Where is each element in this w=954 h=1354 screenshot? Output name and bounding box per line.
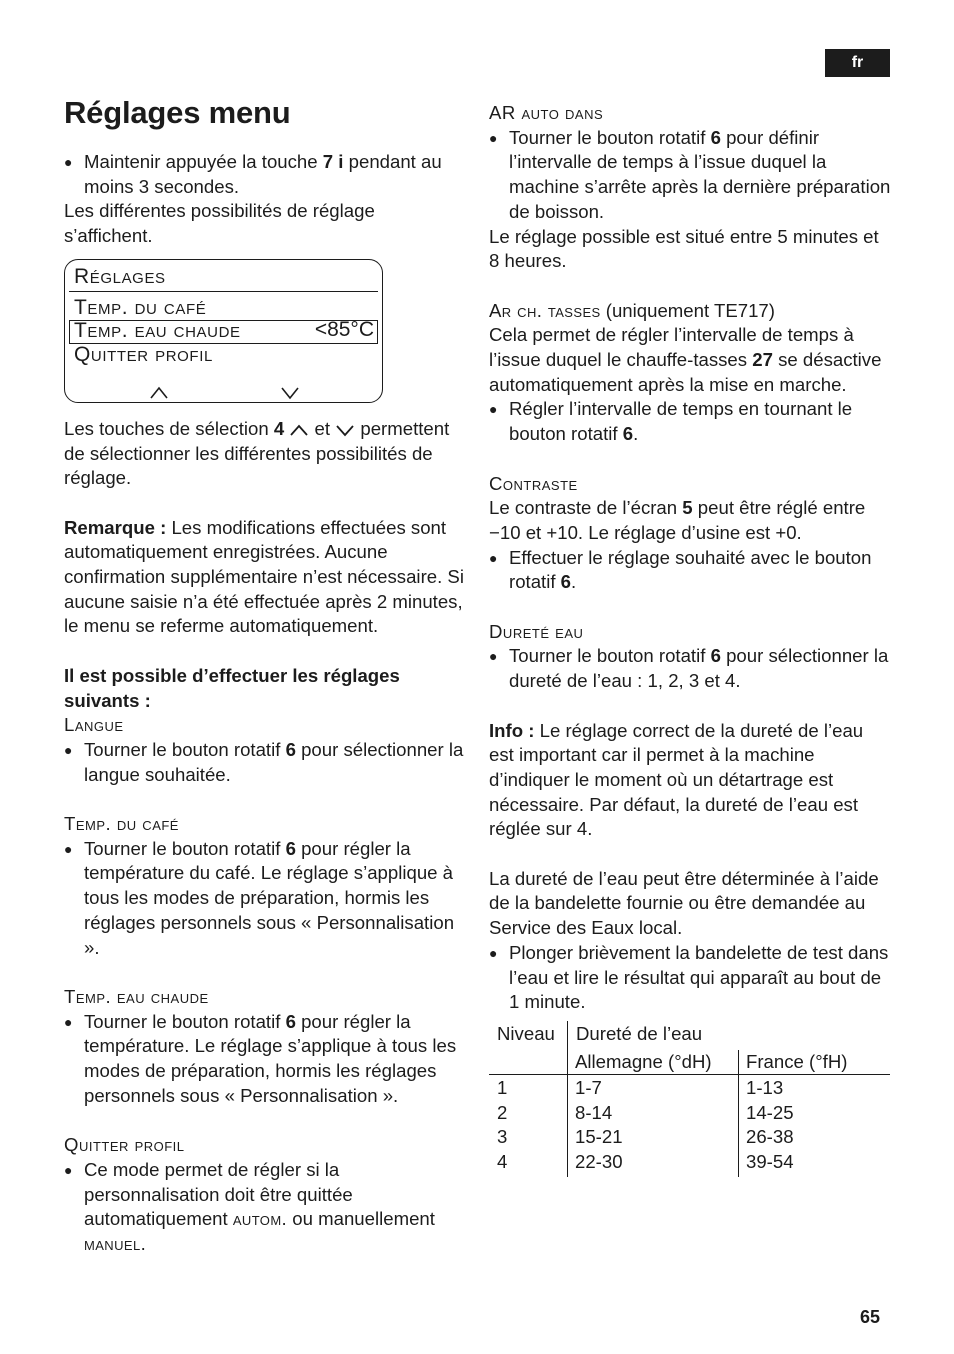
ar-auto-paragraph: Le réglage possible est situé entre 5 minutes et 8 heures.	[489, 225, 879, 272]
section-quitter-heading: Quitter profil	[64, 1134, 185, 1156]
settings-heading: Il est possible d’effectuer les réglages suivants :	[64, 664, 400, 711]
tasses-paragraph: Cela permet de régler l’intervalle de temps à l’issue duquel le chauffe-tasses 27 se désactive automatiquement après la mise en marche.	[489, 324, 882, 395]
down-arrow-icon	[335, 422, 355, 438]
section-langue-heading: Langue	[64, 714, 124, 736]
table-cell-france: 1-13	[746, 1076, 784, 1098]
right-column	[489, 101, 891, 1177]
temp-cafe-bullet: ● Tourner le bouton rotatif 6 pour régler la température du café. Le réglage s’applique à tous les modes de préparation, hormis les réglages personnels sous « Personnalisation ».	[64, 837, 464, 961]
hardness-table	[489, 1021, 890, 1177]
down-arrow-icon	[280, 384, 300, 402]
quitter-bullet: ● Ce mode permet de régler si la personnalisation doit être quittée automatiquement autom. ou manuellement manuel.	[64, 1158, 464, 1257]
test-strip-bullet: ● Plonger brièvement la bandelette de test dans l’eau et lire le résultat qui apparaît au bout de 1 minute.	[489, 941, 891, 1015]
section-durete-heading: Dureté eau	[489, 620, 584, 642]
section-contraste-heading: Contraste	[489, 472, 578, 494]
display-row-quitter: Quitter profil	[74, 342, 213, 366]
table-header-hardness: Dureté de l’eau	[576, 1022, 703, 1044]
section-temp-cafe-heading: Temp. du café	[64, 813, 179, 835]
ar-auto-bullet: ● Tourner le bouton rotatif 6 pour définir l’intervalle de temps à l’issue duquel la machine s’arrête après la dernière préparation de boisson.	[489, 126, 891, 225]
page-title: Réglages menu	[64, 95, 291, 130]
table-cell-france: 14-25	[746, 1101, 794, 1123]
section-ar-auto-heading: AR auto dans	[489, 102, 604, 123]
table-cell-france: 26-38	[746, 1125, 794, 1147]
temp-eau-bullet: ● Tourner le bouton rotatif 6 pour régler la température. Le réglage s’applique à tous les modes de préparation, hormis les réglages personnels sous « Personnalisation ».	[64, 1010, 464, 1109]
durete-bullet: ● Tourner le bouton rotatif 6 pour sélectionner la dureté de l’eau : 1, 2, 3 et 4.	[489, 644, 891, 693]
test-strip-paragraph: La dureté de l’eau peut être déterminée à l’aide de la bandelette fournie ou être demandée au Service des Eaux local.	[489, 867, 879, 939]
table-cell-level: 4	[497, 1150, 508, 1172]
left-column	[64, 150, 464, 1257]
langue-bullet: ● Tourner le bouton rotatif 6 pour sélectionner la langue souhaitée.	[64, 738, 464, 787]
display-header: Réglages	[74, 264, 166, 288]
language-badge	[825, 49, 890, 77]
table-cell-germany: 22-30	[575, 1150, 623, 1172]
page-number: 65	[860, 1307, 881, 1327]
table-header-germany: Allemagne (°dH)	[575, 1050, 712, 1072]
section-temp-eau-heading: Temp. eau chaude	[64, 985, 209, 1007]
display-mockup	[64, 259, 383, 403]
up-arrow-icon	[149, 384, 169, 402]
language-badge-label: fr	[851, 54, 864, 71]
selection-keys-paragraph: Les touches de sélection 4 et permettent de sélectionner les différentes possibilités de réglage.	[64, 417, 450, 489]
display-divider	[69, 291, 378, 292]
table-cell-level: 3	[497, 1125, 508, 1147]
display-row-eau-value: <85°C	[314, 317, 374, 341]
contraste-paragraph: Le contraste de l’écran 5 peut être réglé entre −10 et +10. Le réglage d’usine est +0.	[489, 497, 866, 543]
remark-paragraph: Remarque : Les modifications effectuées sont automatiquement enregistrées. Aucune confirmation supplémentaire n’est nécessaire. Si aucune saisie n’a été effectuée après 2 minutes, le menu se referme automatiquement.	[64, 516, 464, 637]
info-paragraph: Info : Le réglage correct de la dureté de l’eau est important car il permet à la machine d’indiquer le moment où un détartrage est nécessaire. Par défaut, la dureté de l’eau est réglée sur 4.	[489, 719, 864, 840]
up-arrow-icon	[289, 422, 309, 438]
display-row-cafe: Temp. du café	[74, 295, 207, 319]
table-cell-level: 2	[497, 1101, 508, 1123]
table-cell-level: 1	[497, 1076, 508, 1098]
tasses-bullet: ● Régler l’intervalle de temps en tournant le bouton rotatif 6.	[489, 397, 891, 446]
section-tasses-heading: Ar ch. tasses (uniquement TE717)	[489, 299, 775, 321]
table-cell-germany: 15-21	[575, 1125, 623, 1147]
contraste-bullet: ● Effectuer le réglage souhaité avec le bouton rotatif 6.	[489, 546, 891, 595]
table-cell-germany: 1-7	[575, 1076, 602, 1098]
table-divider	[567, 1021, 568, 1177]
table-cell-france: 39-54	[746, 1150, 794, 1172]
display-row-eau: Temp. eau chaude	[74, 318, 241, 342]
table-header-france: France (°fH)	[746, 1050, 848, 1072]
intro-paragraph: Les différentes possibilités de réglage s’affichent.	[64, 200, 375, 247]
table-cell-germany: 8-14	[575, 1101, 613, 1123]
table-divider	[738, 1050, 739, 1177]
intro-bullet: ● Maintenir appuyée la touche 7 i pendant au moins 3 secondes.	[64, 150, 464, 199]
table-header-level: Niveau	[497, 1022, 555, 1044]
